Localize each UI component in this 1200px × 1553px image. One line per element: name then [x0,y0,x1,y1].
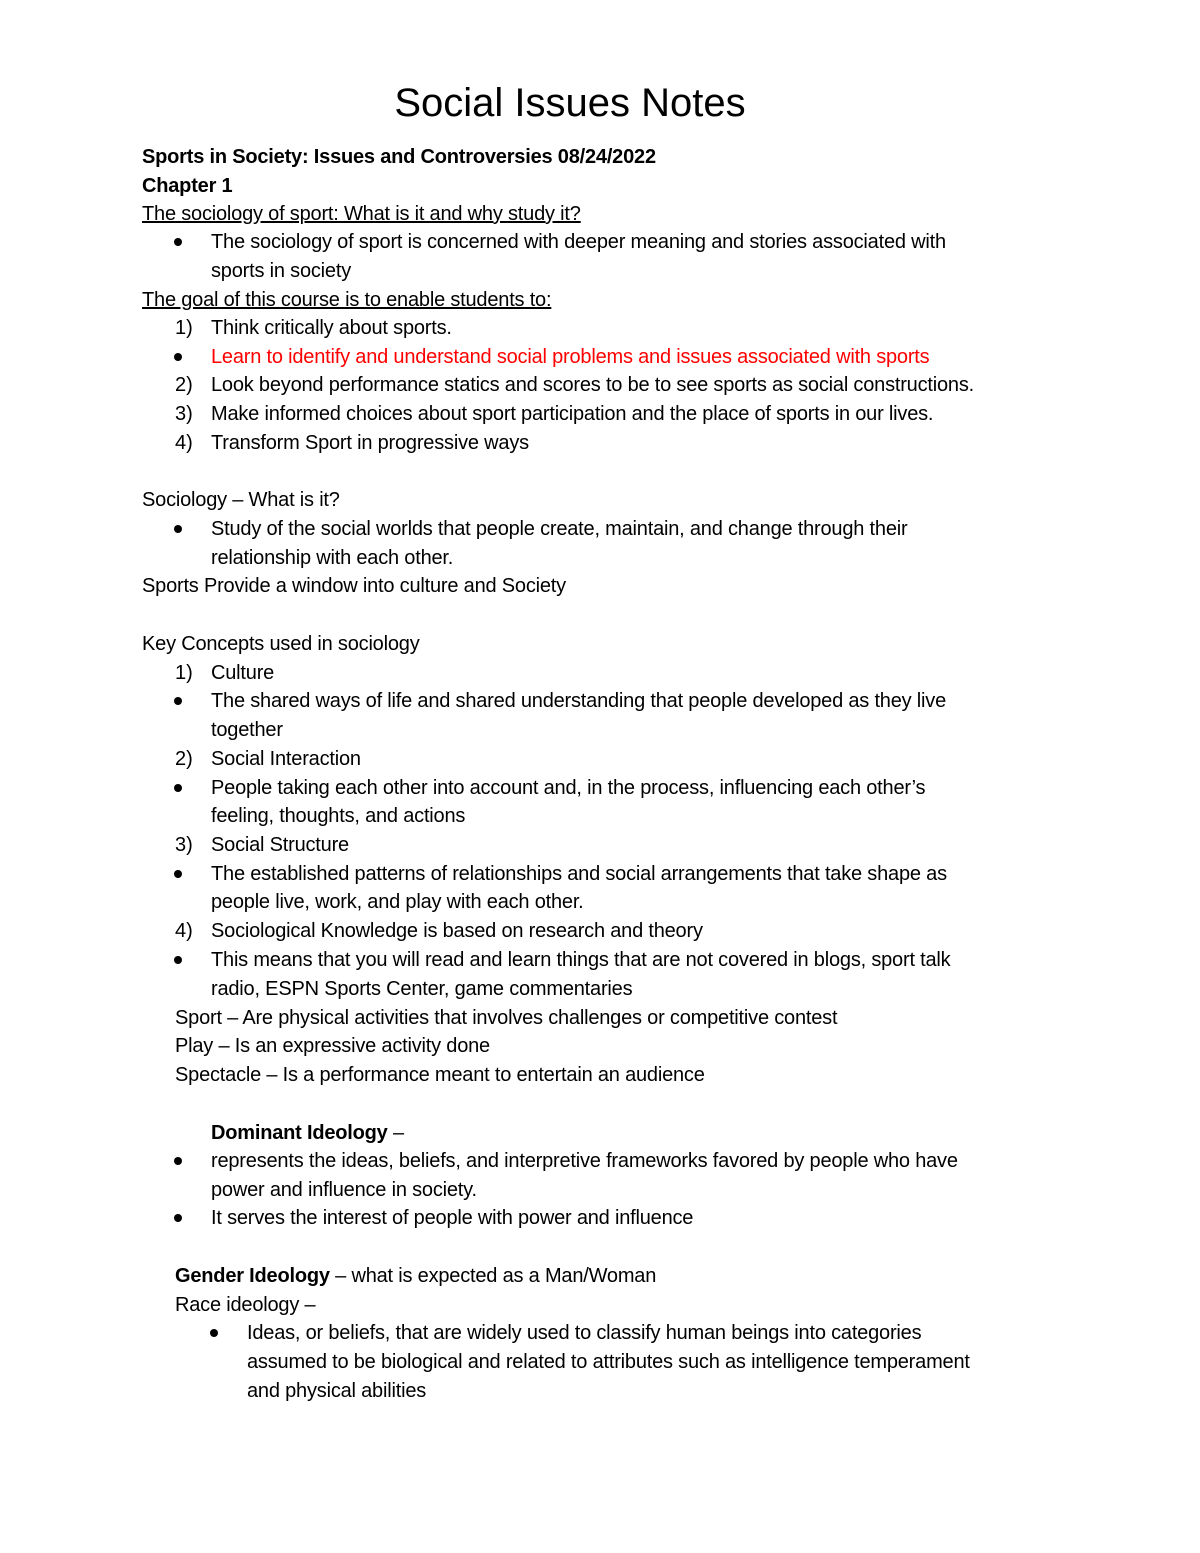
bullet-icon [174,525,182,533]
bullet-icon [174,697,182,705]
text-line: People taking each other into account and, in the process, influencing each other’s [211,777,926,799]
bullet-icon [174,238,182,246]
text-line: and physical abilities [247,1380,427,1402]
term-label: Gender Ideology [175,1265,330,1287]
section-heading-sociology: Sociology – What is it? [142,489,340,511]
bullet-icon [174,956,182,964]
term-label: Dominant Ideology [211,1122,388,1144]
text-line: radio, ESPN Sports Center, game commentaries [211,978,633,1000]
text-line: relationship with each other. [211,547,454,569]
list-number: 4) [175,432,193,454]
list-item: Social Structure [211,834,349,856]
section-heading-race-ideology: Race ideology – [175,1294,316,1316]
page-title: Social Issues Notes [394,81,746,125]
highlighted-list-item: Learn to identify and understand social problems and issues associated with sports [211,346,930,368]
list-number: 3) [175,834,193,856]
list-number: 1) [175,317,193,339]
text-line: The shared ways of life and shared understanding that people developed as they live [211,690,947,712]
text-line: The sociology of sport is concerned with deeper meaning and stories associated with [211,231,946,253]
text-line: feeling, thoughts, and actions [211,805,466,827]
bullet-icon [174,870,182,878]
text-line: It serves the interest of people with power and influence [211,1207,694,1229]
list-item: Think critically about sports. [211,317,452,339]
definition-gender-ideology [175,1262,656,1290]
text-line: represents the ideas, beliefs, and interpretive frameworks favored by people who have [211,1150,958,1172]
list-item: Sociological Knowledge is based on research and theory [211,920,703,942]
list-number: 2) [175,748,193,770]
text-line: together [211,719,283,741]
text-line: Study of the social worlds that people create, maintain, and change through their [211,518,908,540]
bullet-icon [174,1157,182,1165]
text-line: assumed to be biological and related to attributes such as intelligence temperament [247,1351,970,1373]
section-heading-dominant-ideology [211,1119,404,1147]
definition-play: Play – Is an expressive activity done [175,1035,490,1057]
text-line: Sports Provide a window into culture and Society [142,575,566,597]
bullet-icon [174,1214,182,1222]
term-definition: – what is expected as a Man/Woman [329,1265,657,1287]
list-number: 2) [175,374,193,396]
bullet-icon [210,1329,218,1337]
list-item: Culture [211,662,275,684]
text-line: people live, work, and play with each other. [211,891,584,913]
bullet-icon [174,784,182,792]
list-number: 4) [175,920,193,942]
chapter-label: Chapter 1 [142,175,233,197]
list-number: 1) [175,662,193,684]
list-number: 3) [175,403,193,425]
book-subtitle: Sports in Society: Issues and Controversies 08/24/2022 [142,146,656,168]
text-line: This means that you will read and learn things that are not covered in blogs, sport talk [211,949,951,971]
term-dash: – [387,1122,404,1144]
list-item: Transform Sport in progressive ways [211,432,529,454]
section-heading-key-concepts: Key Concepts used in sociology [142,633,420,655]
text-line: power and influence in society. [211,1179,477,1201]
section-heading-sociology-of-sport: The sociology of sport: What is it and why study it? [142,203,581,225]
section-heading-course-goal: The goal of this course is to enable students to: [142,289,552,311]
list-item: Make informed choices about sport participation and the place of sports in our lives. [211,403,934,425]
definition-spectacle: Spectacle – Is a performance meant to entertain an audience [175,1064,705,1086]
list-item: Social Interaction [211,748,361,770]
bullet-icon [174,353,182,361]
list-item: Look beyond performance statics and scores to be to see sports as social constructions. [211,374,975,396]
text-line: sports in society [211,260,351,282]
text-line: The established patterns of relationships and social arrangements that take shape as [211,863,947,885]
definition-sport: Sport – Are physical activities that involves challenges or competitive contest [175,1007,838,1029]
text-line: Ideas, or beliefs, that are widely used to classify human beings into categories [247,1322,922,1344]
